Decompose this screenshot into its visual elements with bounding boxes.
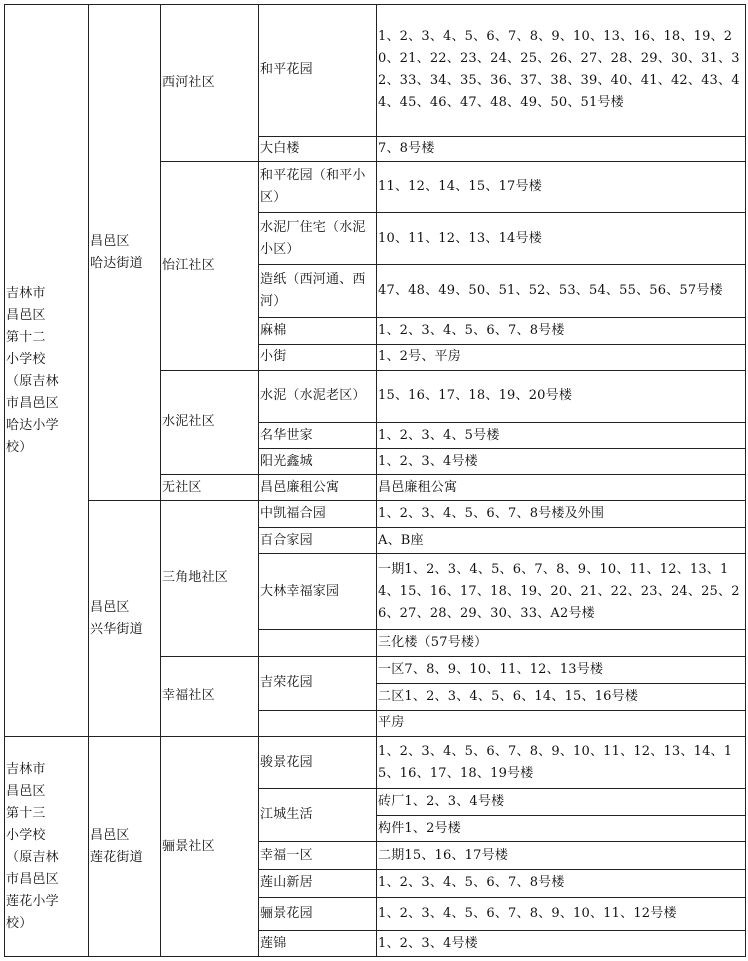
buildings-cell: A、B座 [377,527,746,554]
community-cell: 西河社区 [161,5,259,162]
buildings-cell: 47、48、49、50、51、52、53、54、55、56、57号楼 [377,265,746,317]
community-cell: 骊景社区 [161,737,259,957]
estate-cell: 江城生活 [259,789,377,842]
buildings-cell: 一期1、2、3、4、5、6、7、8、9、10、11、12、13、14、15、16、17、18、19、20、21、22、23、24、25、26、27、28、29、30、33、A2号楼 [377,554,746,630]
estate-cell: 和平花园（和平小区） [259,162,377,213]
estate-cell: 水泥厂住宅（水泥小区） [259,213,377,265]
estate-cell: 大白楼 [259,136,377,162]
table-row [5,737,746,789]
buildings-cell: 二区1、2、3、4、5、6、14、15、16号楼 [377,684,746,711]
estate-cell: 中凯福合园 [259,501,377,528]
estate-cell: 大林幸福家园 [259,554,377,630]
estate-cell: 幸福一区 [259,842,377,870]
community-cell: 三角地社区 [161,501,259,656]
community-cell: 无社区 [161,474,259,501]
school-cell: 吉林市 昌邑区 第十二 小学校 （原吉林 市昌邑区 哈达小学 校） [5,5,89,737]
buildings-cell: 三化楼（57号楼） [377,630,746,657]
buildings-cell: 构件1、2号楼 [377,815,746,842]
estate-cell: 骊景花园 [259,897,377,931]
buildings-cell: 1、2、3、4、5、6、7、8、9、10、11、12、13、14、15、16、17、18、19号楼 [377,737,746,789]
street-cell: 昌邑区 兴华街道 [89,501,161,737]
estate-cell: 水泥（水泥老区） [259,370,377,422]
buildings-cell: 1、2、3、4、5、6、7、8、9、10、11、12号楼 [377,897,746,931]
buildings-cell: 11、12、14、15、17号楼 [377,162,746,213]
estate-cell: 造纸（西河通、西河） [259,265,377,317]
table-row [5,501,746,528]
community-cell: 怡江社区 [161,162,259,370]
estate-cell: 名华世家 [259,422,377,449]
estate-cell: 阳光鑫城 [259,449,377,475]
buildings-cell: 1、2、3、4、5、6、7、8、9、10、13、16、18、19、20、21、22、23、24、25、26、27、28、29、30、31、32、33、34、35、36、37、38、39、40、41、42、43、44、45、46、47、48、49、50、51号楼 [377,5,746,137]
buildings-cell: 1、2、3、4号楼 [377,449,746,475]
estate-cell: 骏景花园 [259,737,377,789]
estate-cell [259,630,377,657]
estate-cell: 吉荣花园 [259,656,377,710]
estate-cell: 小街 [259,345,377,371]
buildings-cell: 1、2号、平房 [377,345,746,371]
buildings-cell: 昌邑廉租公寓 [377,474,746,501]
estate-cell: 莲锦 [259,931,377,957]
buildings-cell: 1、2、3、4、5、6、7、8号楼 [377,317,746,345]
estate-cell: 百合家园 [259,527,377,554]
estate-cell: 麻棉 [259,317,377,345]
buildings-cell: 15、16、17、18、19、20号楼 [377,370,746,422]
buildings-cell: 7、8号楼 [377,136,746,162]
buildings-cell: 1、2、3、4号楼 [377,931,746,957]
buildings-cell: 平房 [377,710,746,737]
estate-cell: 和平花园 [259,5,377,137]
buildings-cell: 二期15、16、17号楼 [377,842,746,870]
street-cell: 昌邑区 莲花街道 [89,737,161,957]
estate-cell: 莲山新居 [259,870,377,898]
enrollment-district-table [4,4,746,957]
buildings-cell: 1、2、3、4、5号楼 [377,422,746,449]
buildings-cell: 一区7、8、9、10、11、12、13号楼 [377,656,746,684]
buildings-cell: 1、2、3、4、5、6、7、8号楼及外围 [377,501,746,528]
community-cell: 幸福社区 [161,656,259,737]
estate-cell: 昌邑廉租公寓 [259,474,377,501]
buildings-cell: 1、2、3、4、5、6、7、8号楼 [377,870,746,898]
table-row [5,5,746,137]
buildings-cell: 砖厂1、2、3、4号楼 [377,789,746,816]
estate-cell [259,710,377,737]
community-cell: 水泥社区 [161,370,259,474]
school-cell: 吉林市 昌邑区 第十三 小学校 （原吉林 市昌邑区 莲花小学 校） [5,737,89,957]
street-cell: 昌邑区 哈达街道 [89,5,161,501]
buildings-cell: 10、11、12、13、14号楼 [377,213,746,265]
